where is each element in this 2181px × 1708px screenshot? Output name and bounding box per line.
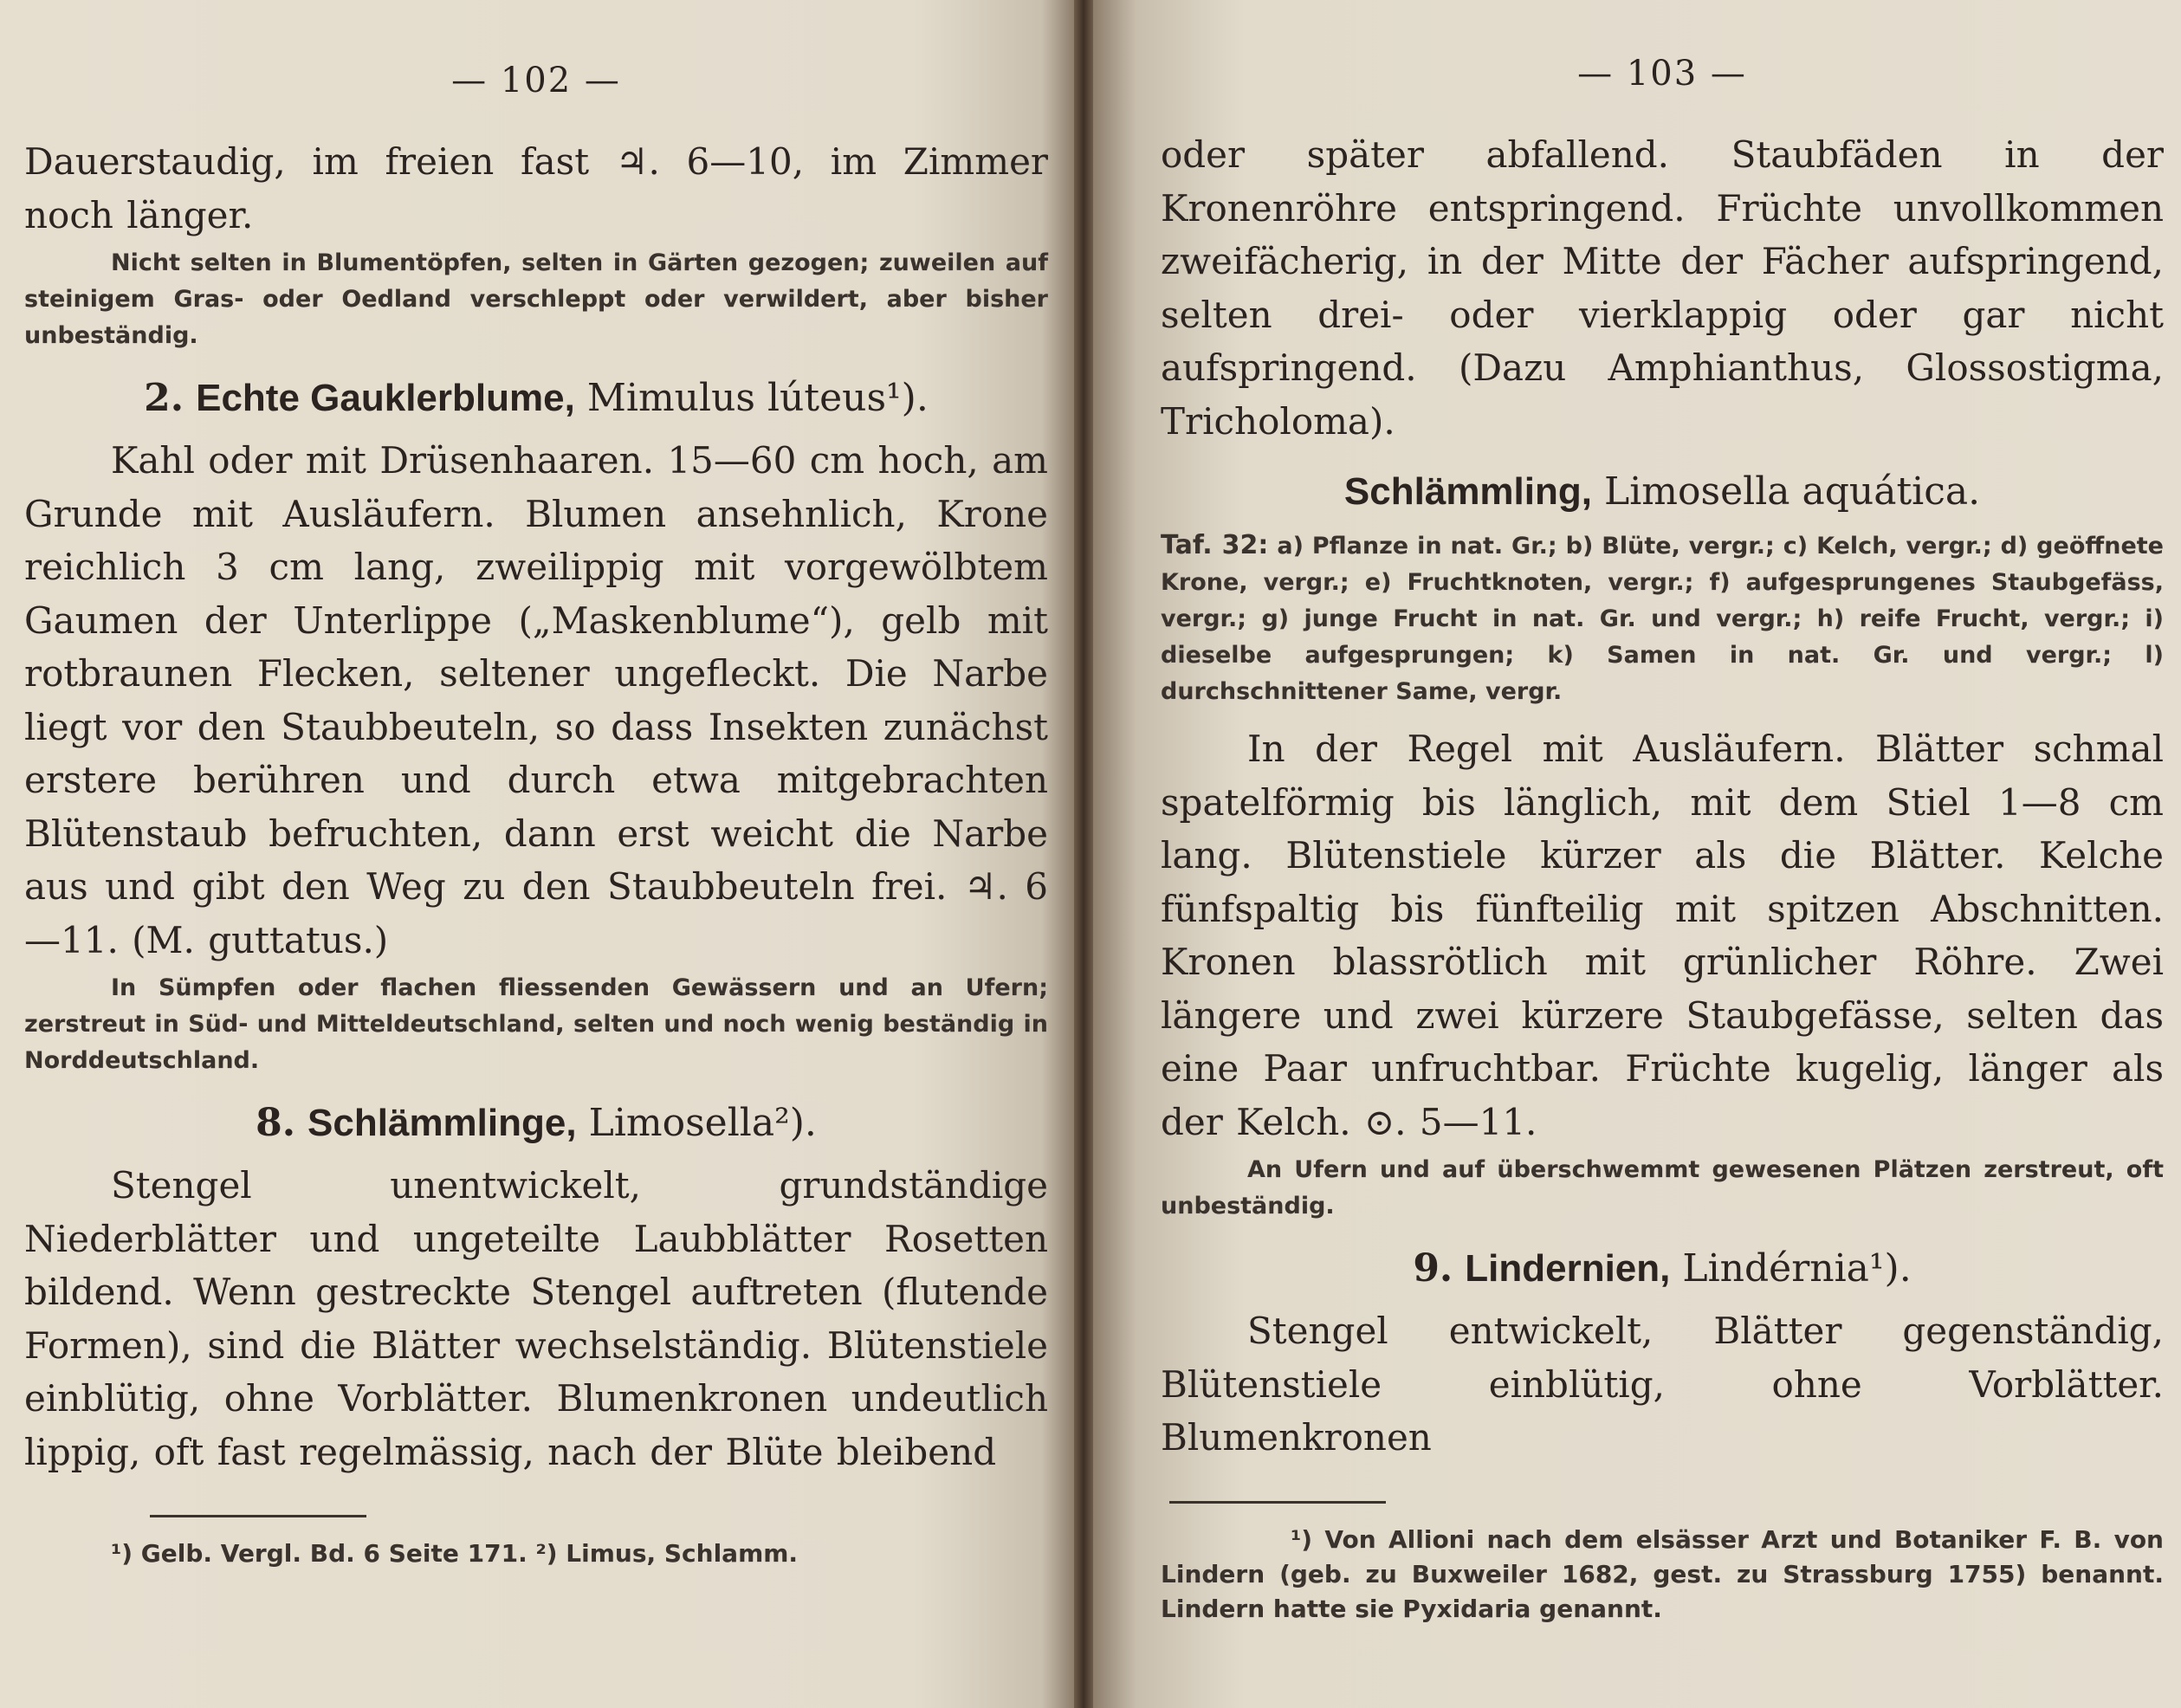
genus-heading	[24, 1095, 1048, 1152]
heading-number: 8.	[256, 1101, 296, 1145]
plate-text: a) Pflanze in nat. Gr.; b) Blüte, vergr.; c) Kelch, vergr.; d) geöffnete Krone, vergr.; e) Fruchtknoten, vergr.; f) aufgesprungenes Staubgefäss, vergr.; g) junge Frucht in nat. Gr. und vergr.; h) reife Frucht, vergr.; i) dieselbe aufgesprungen; k) Samen in nat. Gr. und vergr.; l) durchschnittener Same, vergr.	[1161, 533, 2164, 705]
page-number: — 103 —	[1577, 54, 1747, 94]
habitat-note: An Ufern und auf überschwemmt gewesenen Plätzen zerstreut, oft unbeständig.	[1161, 1156, 2164, 1220]
book-gutter	[1074, 0, 1093, 1708]
heading-latin-name: Limosella aquática.	[1604, 469, 1981, 514]
species-heading	[1161, 463, 2164, 521]
habitat-note: In Sümpfen oder flachen fliessenden Gewässern und an Ufern; zerstreut in Süd- und Mitteldeutschland, selten und noch wenig beständig in Norddeutschland.	[24, 974, 1048, 1074]
paragraph: Kahl oder mit Drüsenhaaren. 15—60 cm hoch, am Grunde mit Ausläufern. Blumen ansehnlich, Krone reichlich 3 cm lang, zweilippig mit vorgewölbtem Gaumen der Unterlippe („Maskenblume“), gelb mit rotbraunen Flecken, seltener ungefleckt. Die Narbe liegt vor den Staubbeuteln, so dass Insekten zunächst erstere berühren und durch etwa mitgebrachten Blütenstaub befruchten, dann erst weicht die Narbe aus und gibt den Weg zu den Staubbeuteln frei. ♃. 6—11. (M. guttatus.)	[24, 439, 1048, 961]
heading-german-name: Schlämmling,	[1343, 470, 1592, 513]
footnote-rule	[1169, 1501, 1386, 1504]
footnote: ¹) Gelb. Vergl. Bd. 6 Seite 171. ²) Limus, Schlamm.	[111, 1539, 799, 1568]
footnote-rule	[150, 1515, 366, 1517]
paragraph: In der Regel mit Ausläufern. Blätter schmal spatelförmig bis länglich, mit dem Stiel 1—8 cm lang. Blütenstiele kürzer als die Blätter. Kelche fünfspaltig bis fünfteilig mit spitzen Abschnitten. Kronen blassrötlich mit grünlicher Röhre. Zwei längere und zwei kürzere Staubgefässe, selten das eine Paar unfruchtbar. Früchte kugelig, länger als der Kelch. ⊙. 5—11.	[1161, 728, 2164, 1143]
left-page	[0, 0, 1074, 1708]
heading-number: 2.	[144, 376, 184, 420]
plate-label: Taf. 32:	[1161, 530, 1269, 560]
right-page	[1093, 0, 2181, 1708]
paragraph: Stengel entwickelt, Blätter gegenständig, Blütenstiele einblütig, ohne Vorblätter. Blumenkronen	[1161, 1310, 2164, 1459]
page-number: — 102 —	[451, 61, 621, 100]
habitat-note: Nicht selten in Blumentöpfen, selten in Gärten gezogen; zuweilen auf steinigem Gras- oder Oedland verschleppt oder verwildert, aber bisher unbeständig.	[24, 249, 1048, 349]
heading-latin-name: Mimulus lúteus¹).	[586, 376, 929, 420]
heading-latin-name: Lindérnia¹).	[1682, 1246, 1912, 1291]
species-heading	[24, 370, 1048, 427]
heading-number: 9.	[1413, 1246, 1453, 1291]
footnote: ¹) Von Allioni nach dem elsässer Arzt und Botaniker F. B. von Lindern (geb. zu Buxweiler 1682, gest. zu Strassburg 1755) benannt. Lindern hatte sie Pyxidaria genannt.	[1161, 1524, 2164, 1623]
heading-latin-name: Limosella²).	[588, 1101, 817, 1145]
heading-german-name: Lindernien,	[1465, 1247, 1671, 1290]
heading-german-name: Schlämmlinge,	[307, 1102, 577, 1144]
paragraph: oder später abfallend. Staubfäden in der Kronenröhre entspringend. Früchte unvollkommen zweifächerig, in der Mitte der Fächer aufspringend, selten drei- oder vierklappig oder gar nicht aufspringend. (Dazu Amphianthus, Glossostigma, Tricholoma).	[1161, 133, 2164, 443]
paragraph: Stengel unentwickelt, grundständige Niederblätter und ungeteilte Laubblätter Rosetten bildend. Wenn gestreckte Stengel auftreten (flutende Formen), sind die Blätter wechselständig. Blütenstiele einblütig, ohne Vorblätter. Blumenkronen undeutlich lippig, oft fast regelmässig, nach der Blüte bleibend	[24, 1164, 1048, 1473]
paragraph: Dauerstaudig, im freien fast ♃. 6—10, im Zimmer noch länger.	[24, 140, 1048, 236]
genus-heading	[1161, 1240, 2164, 1297]
heading-german-name: Echte Gauklerblume,	[196, 377, 575, 419]
plate-caption	[1161, 527, 2164, 710]
